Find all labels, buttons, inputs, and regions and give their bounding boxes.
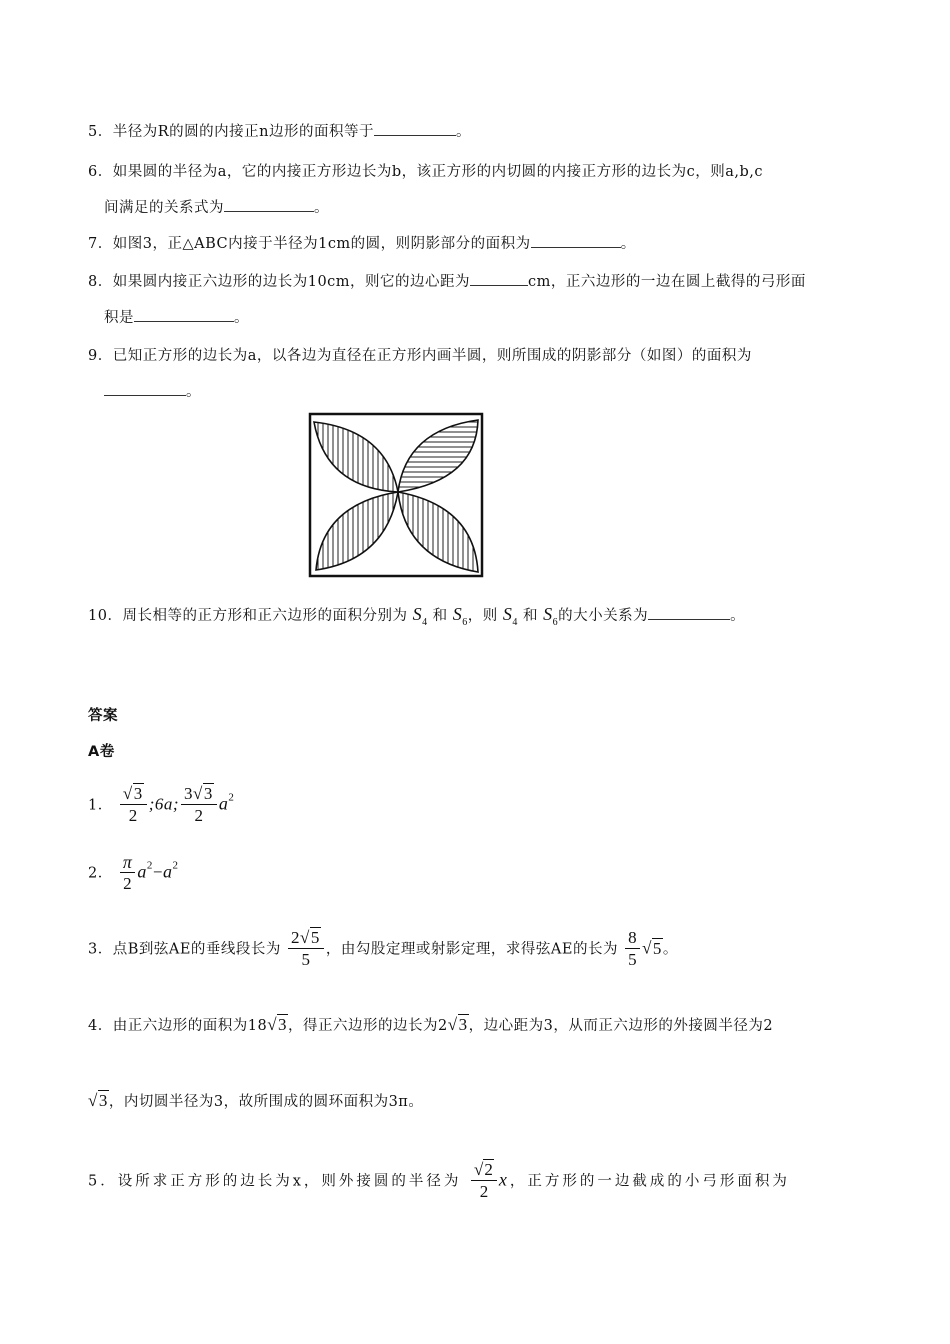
answer-4-line-1: 4．由正六边形的面积为18√3，得正六边形的边长为2√3，边心距为3，从而正六边形的外接圆半径为2 <box>88 1015 774 1034</box>
answer-blank <box>531 233 621 248</box>
answers-heading: 答案 <box>88 708 118 724</box>
answer-blank <box>134 307 234 322</box>
question-6-line-2: 间满足的关系式为 。 <box>104 196 329 217</box>
answer-1: 1． $\frac{√3}{2}$ ;6a; $\frac{3√3}{2}$ $a^2$ <box>88 784 235 825</box>
question-6-line-1: 6．如果圆的半径为a，它的内接正方形边长为b，该正方形的内切圆的内接正方形的边长为c，则a,b,c <box>88 164 764 180</box>
answer-blank <box>224 197 314 212</box>
answer-blank <box>374 121 456 136</box>
fraction: $\frac{\pi}{2}$ <box>120 852 136 895</box>
answer-5: 5．设所求正方形的边长为x，则外接圆的半径为 $\frac{√2}{2}$ x，正方形的一边截成的小弓形面积为 <box>88 1160 790 1201</box>
fraction: $\frac{3√3}{2}$ <box>181 784 217 827</box>
answer-blank <box>470 271 528 286</box>
answer-blank <box>104 381 186 396</box>
answer-2: 2． $\frac{\pi}{2}$ $a^2-a^2$ <box>88 852 179 893</box>
fraction: $\frac{2√5}{5}$ <box>288 928 324 971</box>
section-heading: A卷 <box>88 744 115 760</box>
question-5-text: 5．半径为R的圆的内接正n边形的面积等于 <box>88 124 374 140</box>
question-10: 10．周长相等的正方形和正六边形的面积分别为 $S_4$ 和 $S_6$，则 $S_4$ 和 $S_6$的大小关系为 。 <box>88 604 746 628</box>
answer-4-line-2: √3，内切圆半径为3，故所围成的圆环面积为3π。 <box>88 1091 424 1110</box>
question-7: 7．如图3，正△ABC内接于半径为1cm的圆，则阴影部分的面积为 。 <box>88 232 636 253</box>
question-8-line-1: 8．如果圆内接正六边形的边长为10cm，则它的边心距为 cm，正六边形的一边在圆上截得的弓形面 <box>88 270 806 291</box>
question-8-line-2: 积是 。 <box>104 306 249 327</box>
answer-3: 3．点B到弦AE的垂线段长为 $\frac{2√5}{5}$ ，由勾股定理或射影定理，求得弦AE的长为 $\frac{8}{5}$ √5。 <box>88 928 678 969</box>
answer-blank <box>648 605 730 620</box>
question-5: 5．半径为R的圆的内接正n边形的面积等于 。 <box>88 120 471 141</box>
fraction: $\frac{√3}{2}$ <box>120 784 147 827</box>
fraction: $\frac{8}{5}$ <box>625 928 640 971</box>
fraction: $\frac{√2}{2}$ <box>471 1160 497 1203</box>
four-petal-figure <box>306 410 486 580</box>
question-9-line-1: 9．已知正方形的边长为a，以各边为直径在正方形内画半圆，则所围成的阴影部分（如图）的面积为 <box>88 348 752 364</box>
question-9-line-2: 。 <box>104 380 201 401</box>
